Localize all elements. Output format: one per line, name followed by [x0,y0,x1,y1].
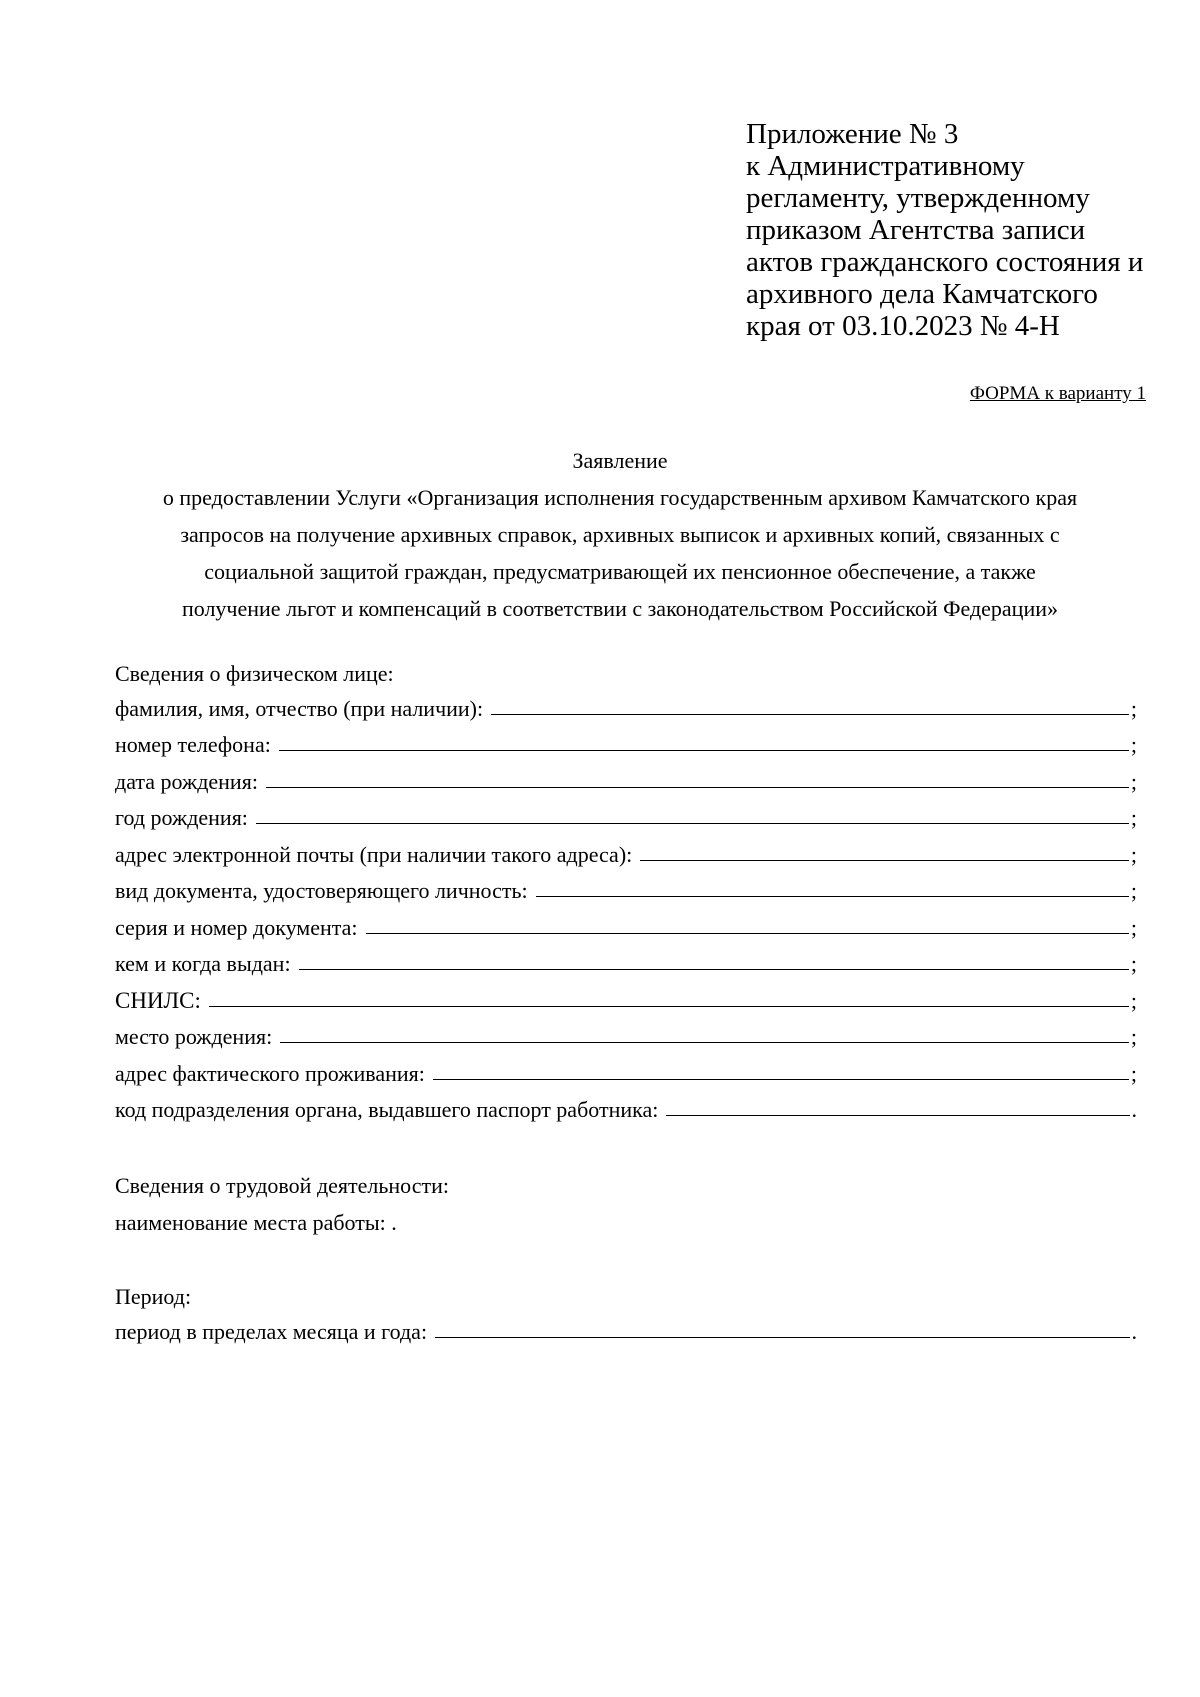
field-terminator: ; [1130,987,1137,1013]
field-label: адрес фактического проживания: [115,1060,425,1086]
document-number-blank[interactable] [366,911,1129,934]
title-line: получение льгот и компенсаций в соответствии с законодательством Российской Федерации» [181,596,1059,621]
issued-by-blank[interactable] [299,947,1129,970]
form-field-full-name [115,693,1137,730]
field-label: фамилия, имя, отчество (при наличии): [115,695,484,721]
birth-place-blank[interactable] [280,1020,1129,1043]
field-label: СНИЛС: [115,987,201,1013]
field-terminator: ; [1130,841,1137,867]
appendix-line: архивного дела Камчатского [746,278,1098,310]
field-label: кем и когда выдан: [115,951,291,976]
workplace-line: наименование места работы: . [115,1209,397,1235]
title-line: о предоставлении Услуги «Организация исполнения государственным архивом Камчатского края [162,485,1078,510]
field-label: код подразделения органа, выдавшего паспорт работника: [115,1097,659,1122]
form-field-email [115,839,1137,876]
title-line: запросов на получение архивных справок, архивных выписок и архивных копий, связанных с [180,522,1060,547]
appendix-header [746,118,1166,342]
field-label: год рождения: [115,805,248,830]
appendix-line: края от 03.10.2023 № 4-Н [746,310,1060,342]
form-variant-label: ФОРМА к варианту 1 [969,383,1146,404]
field-terminator: . [1131,1097,1137,1122]
birth-year-blank[interactable] [256,801,1129,824]
phone-blank[interactable] [279,728,1129,751]
personal-info-heading: Сведения о физическом лице: [115,661,394,686]
title-heading: Заявление [572,448,668,473]
field-terminator: ; [1130,914,1137,940]
field-terminator: ; [1130,951,1137,976]
field-terminator: ; [1130,1024,1137,1049]
field-terminator: ; [1130,695,1137,721]
residence-address-blank[interactable] [433,1057,1129,1080]
personal-info-section [115,656,1137,1131]
employment-heading: Сведения о трудовой деятельности: [115,1173,449,1198]
form-field-birth-place [115,1021,1137,1058]
form-field-birth-year [115,802,1137,839]
form-field-issued-by [115,948,1137,985]
field-terminator: ; [1130,878,1137,903]
snils-blank[interactable] [209,984,1129,1007]
appendix-line: актов гражданского состояния и [746,246,1144,278]
email-blank[interactable] [640,838,1129,861]
document-title [100,442,1140,627]
employment-section [115,1168,1137,1241]
id-document-type-blank[interactable] [536,874,1129,897]
field-label: вид документа, удостоверяющего личность: [115,878,528,903]
form-field-period [115,1316,1137,1353]
form-field-id-document-type [115,875,1137,912]
birth-date-blank[interactable] [266,765,1129,788]
appendix-line: Приложение № 3 [746,118,959,150]
field-label: серия и номер документа: [115,914,358,940]
form-field-phone [115,729,1137,766]
form-field-snils [115,985,1137,1022]
field-terminator: ; [1130,805,1137,830]
field-terminator: ; [1130,768,1137,794]
appendix-line: к Административному [746,150,1025,182]
field-label: адрес электронной почты (при наличии такого адреса): [115,841,633,867]
form-field-birth-date [115,766,1137,803]
field-terminator: ; [1130,1060,1137,1086]
form-field-residence-address [115,1058,1137,1095]
form-field-document-number [115,912,1137,949]
title-line: социальной защитой граждан, предусматривающей их пенсионное обеспечение, а также [204,559,1036,584]
field-label: период в пределах месяца и года: [115,1318,428,1344]
period-section [115,1279,1137,1352]
period-blank[interactable] [435,1315,1129,1338]
full-name-blank[interactable] [491,692,1129,715]
appendix-line: приказом Агентства записи [746,214,1086,246]
field-label: дата рождения: [115,768,258,794]
form-field-issuing-unit-code [115,1094,1137,1131]
period-heading: Период: [115,1284,192,1309]
field-terminator: ; [1130,732,1137,757]
field-label: место рождения: [115,1024,273,1049]
appendix-line: регламенту, утвержденному [746,182,1090,214]
field-label: номер телефона: [115,732,271,757]
issuing-unit-code-blank[interactable] [666,1093,1129,1116]
field-terminator: . [1131,1318,1137,1344]
